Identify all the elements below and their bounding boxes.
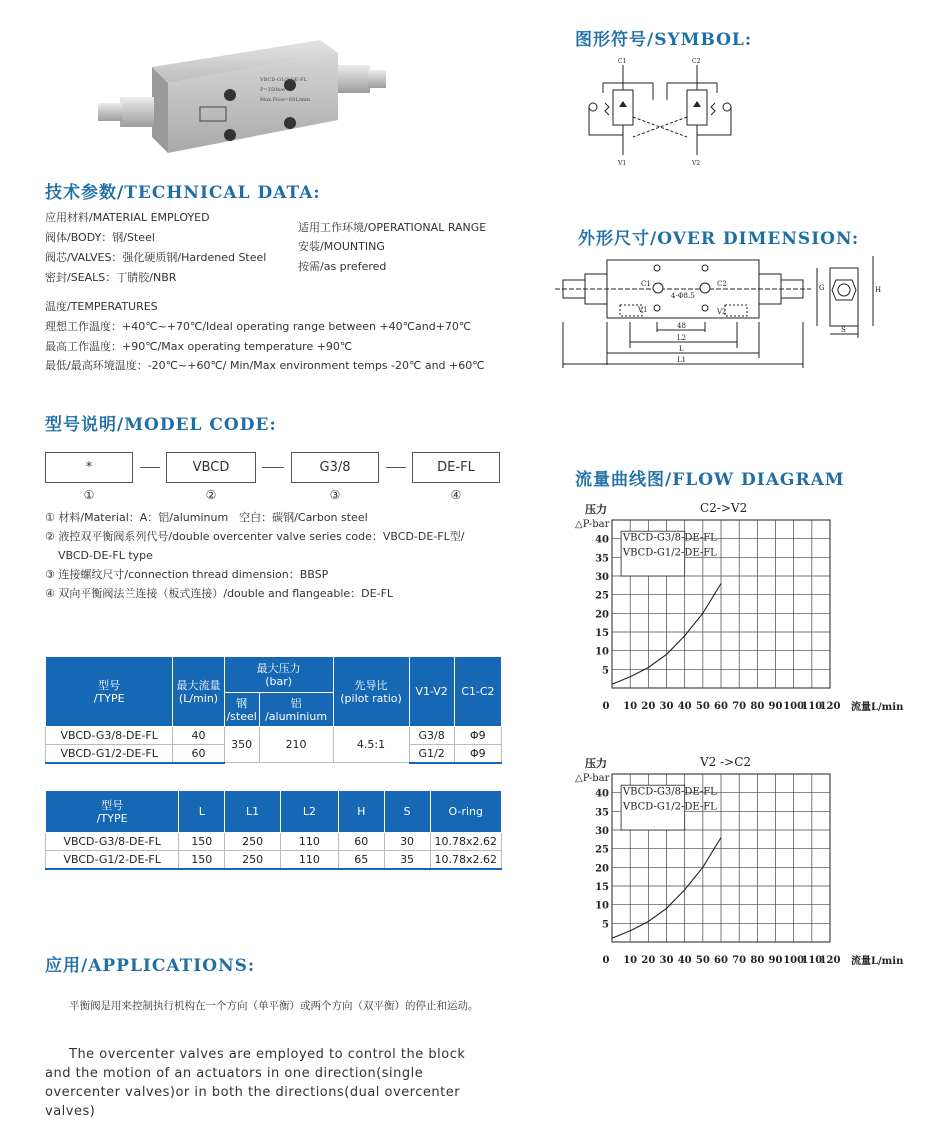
x-tick-label: 10: [623, 701, 638, 712]
t2-r2-type: VBCD-G1/2-DE-FL: [46, 851, 179, 869]
y-axis-label: 压力: [585, 757, 607, 770]
y-tick-label: 40: [595, 788, 609, 800]
t1-flow-en: (L/min): [178, 691, 219, 705]
t1-alu-cn: 铝: [290, 696, 302, 710]
t2-r1-type: VBCD-G3/8-DE-FL: [46, 833, 179, 851]
t1-flow-cn: 最大流量: [176, 678, 221, 692]
t2-h-h: H: [338, 791, 384, 833]
dim-h: H: [875, 286, 882, 294]
engraving-model: VBCD-G1/2-DE-FL: [260, 77, 307, 83]
dim-c1: C1: [641, 280, 651, 288]
x-tick-label: 120: [819, 701, 841, 712]
t1-pilot-cn: 先导比: [354, 678, 388, 692]
t2-type-cn: 型号: [101, 798, 124, 812]
t1-pressure-en: (bar): [265, 674, 293, 688]
legend-entry: VBCD-G3/8-DE-FL: [622, 532, 717, 544]
t2-r1-s: 30: [384, 833, 430, 851]
model-note-3: ③ 连接螺纹尺寸/connection thread dimension：BBSP: [45, 568, 329, 581]
dim-l1: L1: [677, 356, 687, 364]
legend-entry: VBCD-G1/2-DE-FL: [622, 801, 717, 813]
x-tick-label: 90: [768, 701, 783, 712]
code-number-4: ④: [450, 488, 462, 502]
port-v1: V1: [618, 160, 627, 167]
t2-r1-l2: 110: [281, 833, 339, 851]
t1-pilot: 4.5:1: [333, 727, 409, 763]
model-note-2b: VBCD-DE-FL type: [58, 549, 153, 562]
t1-r1-c: Φ9: [454, 727, 501, 745]
x-tick-label: 30: [659, 701, 674, 712]
dim-48: 48: [677, 322, 686, 330]
x-tick-label: 0: [602, 955, 610, 966]
x-tick-label: 50: [695, 701, 710, 712]
engraving-pressure: P=350bar: [260, 87, 286, 93]
t1-r2-c: Φ9: [454, 745, 501, 763]
x-tick-label: 100: [783, 701, 805, 712]
engraving-flow: Max.Flow=60L/min: [260, 97, 310, 103]
code-box-series: VBCD: [166, 452, 256, 483]
chart-title: V2 ->C2: [700, 755, 752, 769]
legend-entry: VBCD-G1/2-DE-FL: [622, 547, 717, 559]
product-photo: [90, 35, 390, 160]
t1-r1-type: VBCD-G3/8-DE-FL: [46, 727, 173, 745]
x-tick-label: 80: [750, 955, 765, 966]
t2-r2-l2: 110: [281, 851, 339, 869]
code-number-1: ①: [83, 488, 95, 502]
x-tick-label: 70: [732, 701, 747, 712]
t1-alu: 210: [259, 727, 333, 763]
y-tick-label: 15: [595, 882, 609, 893]
y-tick-label: 20: [595, 609, 609, 621]
spec-table: [45, 656, 502, 764]
flow-heading: 流量曲线图/FLOW DIAGRAM: [575, 470, 845, 490]
tech-body: 阀体/BODY：钢/Steel: [45, 231, 155, 244]
t2-r1-l: 150: [179, 833, 225, 851]
tech-material: 应用材料/MATERIAL EMPLOYED: [45, 211, 210, 224]
flow-chart-2: [570, 752, 910, 974]
dim-holes: 4-Φ8.5: [671, 292, 695, 300]
y-tick-label: 20: [595, 863, 609, 875]
dim-l2: L2: [677, 334, 687, 342]
tech-temperatures: 温度/TEMPERATURES: [45, 300, 158, 313]
model-note-1: ① 材料/Material：A：铝/aluminum 空白：碳钢/Carbon steel: [45, 511, 368, 524]
dim-s: S: [841, 326, 846, 334]
tech-ideal-temp: 理想工作温度：+40℃~+70℃/Ideal operating range between +40℃and+70℃: [45, 320, 472, 333]
t1-pilot-en: (pilot ratio): [340, 691, 402, 705]
dim-l: L: [679, 345, 684, 353]
x-tick-label: 0: [602, 701, 610, 712]
code-dash: [140, 467, 160, 468]
dim-v1: V1: [638, 306, 648, 314]
y-tick-label: 25: [595, 844, 609, 856]
t1-steel-en: /steel: [226, 709, 257, 723]
x-tick-label: 60: [714, 701, 728, 712]
code-box-thread: G3/8: [291, 452, 379, 483]
x-tick-label: 40: [677, 701, 692, 712]
flow-chart-1: [570, 498, 910, 720]
t1-pressure-cn: 最大压力: [256, 661, 301, 675]
y-axis-unit: △P-bar: [575, 773, 610, 784]
y-tick-label: 5: [602, 665, 609, 677]
t1-v-header: V1-V2: [409, 657, 454, 727]
dimension-drawing: [555, 250, 890, 370]
t2-h-oring: O-ring: [430, 791, 502, 833]
x-tick-label: 40: [677, 955, 692, 966]
y-tick-label: 35: [595, 553, 609, 565]
x-tick-label: 80: [750, 701, 765, 712]
code-dash: [386, 467, 406, 468]
t2-h-l1: L1: [225, 791, 281, 833]
dim-c2: C2: [717, 280, 727, 288]
y-tick-label: 40: [595, 534, 609, 546]
t2-r2-h: 65: [338, 851, 384, 869]
table-row: [46, 727, 502, 745]
x-tick-label: 10: [623, 955, 638, 966]
x-tick-label: 60: [714, 955, 728, 966]
x-tick-label: 110: [801, 955, 823, 966]
code-number-3: ③: [329, 488, 341, 502]
t2-r2-s: 35: [384, 851, 430, 869]
applications-heading: 应用/APPLICATIONS:: [45, 956, 256, 976]
dimension-heading: 外形尺寸/OVER DIMENSION:: [578, 229, 860, 249]
t2-h-s: S: [384, 791, 430, 833]
applications-cn: 平衡阀是用来控制执行机构在一个方向（单平衡）或两个方向（双平衡）的停止和运动。: [69, 1000, 479, 1012]
t2-r1-oring: 10.78x2.62: [430, 833, 502, 851]
dimension-table: [45, 790, 502, 870]
t2-r2-l: 150: [179, 851, 225, 869]
tech-max-temp: 最高工作温度：+90℃/Max operating temperature +90℃: [45, 340, 353, 353]
port-v2: V2: [692, 160, 701, 167]
x-tick-label: 110: [801, 701, 823, 712]
chart-title: C2->V2: [700, 501, 748, 515]
t1-r2-type: VBCD-G1/2-DE-FL: [46, 745, 173, 763]
model-note-2: ② 液控双平衡阀系列代号/double overcenter valve series code：VBCD-DE-FL型/: [45, 530, 465, 543]
tech-prefered: 按需/as prefered: [298, 260, 387, 273]
y-axis-unit: △P-bar: [575, 519, 610, 530]
x-tick-label: 20: [641, 955, 656, 966]
dim-g: G: [819, 284, 825, 292]
port-c1: C1: [618, 58, 627, 65]
y-axis-label: 压力: [585, 503, 607, 516]
t2-r2-l1: 250: [225, 851, 281, 869]
t2-r2-oring: 10.78x2.62: [430, 851, 502, 869]
code-box-material: *: [45, 452, 133, 483]
t1-steel-cn: 钢: [236, 696, 248, 710]
t2-r1-l1: 250: [225, 833, 281, 851]
x-tick-label: 50: [695, 955, 710, 966]
code-box-flange: DE-FL: [412, 452, 500, 483]
t2-h-l: L: [179, 791, 225, 833]
t2-h-l2: L2: [281, 791, 339, 833]
legend-entry: VBCD-G3/8-DE-FL: [622, 786, 717, 798]
tech-env-temp: 最低/最高环境温度：-20℃~+60℃/ Min/Max environment temps -20℃ and +60℃: [45, 359, 485, 372]
x-tick-label: 120: [819, 955, 841, 966]
code-number-2: ②: [205, 488, 217, 502]
t1-r1-flow: 40: [173, 727, 224, 745]
y-tick-label: 25: [595, 590, 609, 602]
technical-heading: 技术参数/TECHNICAL DATA:: [45, 183, 321, 203]
t1-r2-flow: 60: [173, 745, 224, 763]
dim-v2: V2: [717, 308, 727, 316]
t1-r2-v: G1/2: [409, 745, 454, 763]
y-tick-label: 30: [595, 572, 609, 583]
table-row: [46, 833, 502, 851]
x-axis-label: 流量L/min: [851, 702, 904, 713]
t2-type-en: /TYPE: [96, 811, 128, 825]
t1-alu-en: /aluminium: [265, 709, 328, 723]
symbol-heading: 图形符号/SYMBOL:: [575, 30, 753, 50]
x-tick-label: 20: [641, 701, 656, 712]
code-dash: [262, 467, 284, 468]
y-tick-label: 10: [595, 646, 609, 658]
tech-operational: 适用工作环境/OPERATIONAL RANGE: [298, 221, 487, 234]
applications-en: The overcenter valves are employed to control the block and the motion of an actuators in one direction(single overcenter valves)or in both the directions(dual overcenter valves): [45, 1047, 466, 1119]
x-tick-label: 90: [768, 955, 783, 966]
t1-c-header: C1-C2: [454, 657, 501, 727]
tech-seals: 密封/SEALS：丁腈胶/NBR: [45, 271, 177, 284]
y-tick-label: 15: [595, 628, 609, 639]
tech-valves: 阀芯/VALVES：强化硬质钢/Hardened Steel: [45, 251, 267, 264]
x-tick-label: 100: [783, 955, 805, 966]
port-c2: C2: [692, 58, 701, 65]
model-heading: 型号说明/MODEL CODE:: [45, 415, 277, 435]
x-tick-label: 70: [732, 955, 747, 966]
x-axis-label: 流量L/min: [851, 956, 904, 967]
t2-r1-h: 60: [338, 833, 384, 851]
y-tick-label: 35: [595, 807, 609, 819]
tech-mounting: 安装/MOUNTING: [298, 240, 385, 253]
table-row: [46, 851, 502, 869]
y-tick-label: 5: [602, 919, 609, 931]
t1-type-en: /TYPE: [93, 691, 125, 705]
hydraulic-symbol: [575, 55, 745, 175]
t1-steel: 350: [224, 727, 259, 763]
t1-r1-v: G3/8: [409, 727, 454, 745]
y-tick-label: 30: [595, 826, 609, 837]
x-tick-label: 30: [659, 955, 674, 966]
t1-type-cn: 型号: [98, 678, 121, 692]
y-tick-label: 10: [595, 900, 609, 912]
model-note-4: ④ 双向平衡阀法兰连接（板式连接）/double and flangeable：DE-FL: [45, 587, 394, 600]
